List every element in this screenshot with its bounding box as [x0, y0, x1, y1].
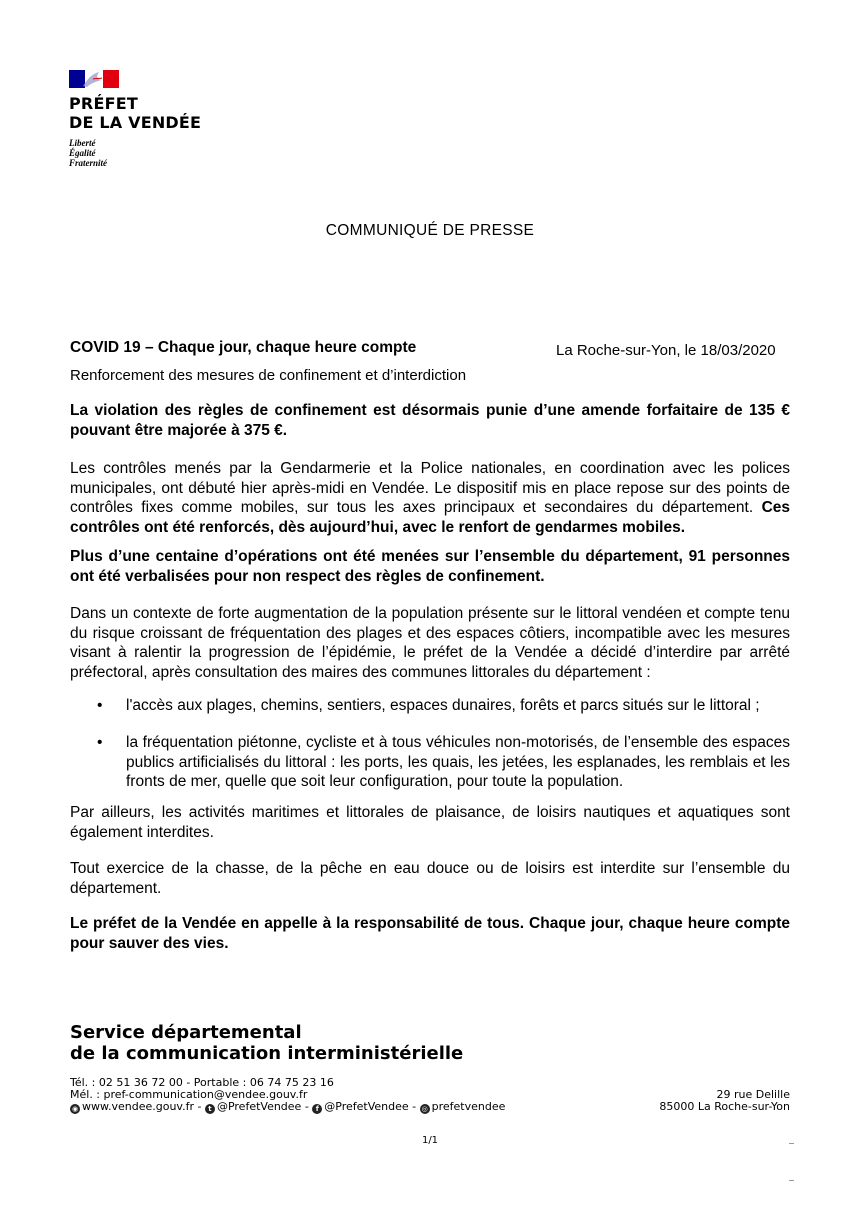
website-link[interactable]: www.vendee.gouv.fr	[82, 1100, 194, 1113]
motto-fraternite: Fraternité	[69, 158, 108, 168]
paragraph-hunting: Tout exercice de la chasse, de la pêche en eau douce ou de loisirs est interdite sur l’ensemble du département.	[70, 860, 790, 897]
bullet-icon: •	[97, 697, 103, 714]
press-release-subtitle: Renforcement des mesures de confinement et d’interdiction	[70, 367, 467, 384]
prohibition-list-1	[70, 696, 790, 716]
separator: -	[193, 1100, 205, 1113]
paragraph-maritime: Par ailleurs, les activités maritimes et littorales de plaisance, de loisirs nautiques et aquatiques sont également interdites.	[70, 804, 790, 841]
contact-block	[70, 1077, 505, 1114]
globe-icon: ◉	[71, 1105, 79, 1113]
facebook-handle[interactable]: @PrefetVendee	[324, 1100, 409, 1113]
paragraph-operations: Plus d’une centaine d’opérations ont été menées sur l’ensemble du département, 91 personnes ont été verbalisées pour non respect des règles de confinement.	[70, 548, 790, 585]
press-release-title: COVID 19 – Chaque jour, chaque heure compte	[70, 339, 417, 356]
facebook-icon: f	[312, 1104, 322, 1114]
list-item	[70, 696, 790, 716]
paragraph-appeal: Le préfet de la Vendée en appelle à la responsabilité de tous. Chaque jour, chaque heure compte pour sauver des vies.	[70, 915, 790, 952]
paragraph-controls-emphasis: Ces contrôles ont été renforcés, dès aujourd’hui, avec le renfort de gendarmes mobiles.	[70, 499, 790, 536]
paragraph-controls-text: Les contrôles menés par la Gendarmerie et la Police nationales, en coordination avec les polices municipales, ont débuté hier après-midi en Vendée. Le dispositif mis en place repose sur des points de contrôles fixes comme mobiles, sur tous les axes principaux et secondaires du département.	[70, 460, 790, 516]
margin-mark	[789, 1180, 794, 1181]
paragraph-coastal-context: Dans un contexte de forte augmentation de la population présente sur le littoral vendéen et compte tenu du risque croissant de fréquentation des plages et des espaces côtiers, incompatible avec les mesures visant à ralentir la progression de l’épidémie, le préfet de la Vendée a décidé d’interdire par arrêté préfectoral, après consultation des maires des communes littorales du département :	[70, 605, 790, 681]
page-number: 1/1	[421, 1135, 439, 1146]
address-line-2: 85000 La Roche-sur-Yon	[659, 1100, 790, 1113]
list-item-text: l'accès aux plages, chemins, sentiers, espaces dunaires, forêts et parcs situés sur le littoral ;	[126, 697, 760, 714]
service-line-2: de la communication interministérielle	[70, 1043, 464, 1064]
place-and-date: La Roche-sur-Yon, le 18/03/2020	[556, 342, 776, 359]
instagram-icon: ◎	[421, 1105, 428, 1113]
twitter-icon: t	[205, 1104, 215, 1114]
separator: -	[408, 1100, 420, 1113]
prefect-title	[69, 94, 201, 132]
republic-motto	[69, 138, 107, 168]
prefect-line-2: DE LA VENDÉE	[69, 113, 202, 132]
service-title	[70, 1022, 463, 1064]
document-type: COMMUNIQUÉ DE PRESSE	[325, 222, 535, 239]
list-item-text: la fréquentation piétonne, cycliste et à tous véhicules non-motorisés, de l’ensemble des espaces publics artificialisés du littoral : les ports, les quais, les jetées, les esplanades, les remblais et les fronts de mer, quelle que soit leur configuration, pour toute la population.	[126, 734, 790, 790]
marianne-logo	[69, 70, 119, 88]
twitter-handle[interactable]: @PrefetVendee	[216, 1100, 302, 1113]
postal-address	[659, 1089, 790, 1113]
prefect-line-1: PRÉFET	[69, 94, 138, 113]
separator: -	[301, 1100, 313, 1113]
motto-liberte: Liberté	[69, 138, 96, 148]
address-line-1: 29 rue Delille	[716, 1088, 790, 1101]
list-item	[70, 733, 790, 792]
paragraph-fine: La violation des règles de confinement est désormais punie d’une amende forfaitaire de 135 € pouvant être majorée à 375 €.	[70, 402, 790, 439]
prohibition-list-2	[70, 733, 790, 792]
service-line-1: Service départemental	[70, 1022, 302, 1043]
paragraph-controls	[70, 459, 790, 537]
social-line	[70, 1101, 505, 1114]
instagram-handle[interactable]: prefetvendee	[431, 1100, 506, 1113]
email-line: Mél. : pref-communication@vendee.gouv.fr	[70, 1088, 308, 1101]
bullet-icon: •	[97, 734, 103, 751]
motto-egalite: Égalité	[69, 148, 96, 158]
margin-mark	[789, 1143, 794, 1144]
phone-line: Tél. : 02 51 36 72 00 - Portable : 06 74 75 23 16	[70, 1076, 334, 1089]
